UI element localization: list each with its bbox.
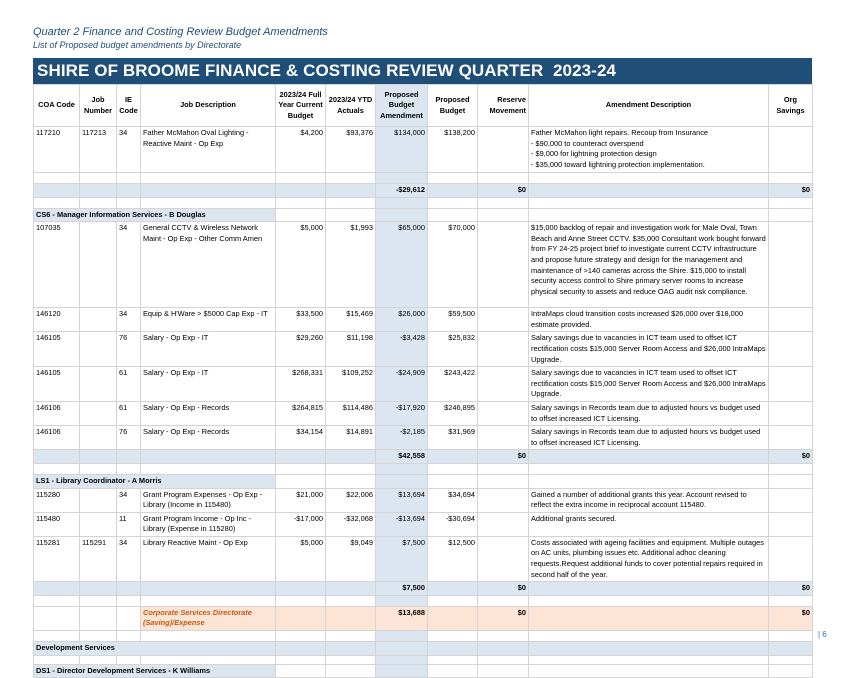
budget-cell: $29,260	[276, 332, 326, 367]
org-cell	[769, 426, 813, 450]
desc-cell: Salary - Op Exp - IT	[141, 367, 276, 402]
ytd-cell: $14,891	[326, 426, 376, 450]
proposed-cell: $31,969	[428, 426, 478, 450]
table-row	[34, 426, 813, 450]
budget-cell: $5,000	[276, 536, 326, 581]
amend-cell: -$13,694	[376, 512, 428, 536]
section-header-row	[34, 664, 813, 678]
ytd-cell: $15,469	[326, 308, 376, 332]
reserve-cell	[478, 308, 529, 332]
desc-cell: Equip & H'Ware > $5000 Cap Exp - IT	[141, 308, 276, 332]
reserve-cell	[478, 512, 529, 536]
budget-cell: $21,000	[276, 488, 326, 512]
ytd-cell: $9,049	[326, 536, 376, 581]
amend-cell: $65,000	[376, 222, 428, 308]
subtotal-row	[34, 184, 813, 198]
spacer-row	[34, 655, 813, 664]
budget-cell: $33,500	[276, 308, 326, 332]
job-cell	[80, 426, 117, 450]
budget-cell: $264,815	[276, 401, 326, 425]
coa-cell: 146106	[34, 401, 80, 425]
section-label: DS1 - Director Development Services - K Williams	[34, 664, 276, 678]
job-cell	[80, 332, 117, 367]
job-cell: 115291	[80, 536, 117, 581]
amend-desc-cell: Father McMahon light repairs. Recoup from Insurance - $90,000 to counteract overspend - $9,000 for lightning protection design - $35,000 toward lightning protection implementation.	[529, 127, 769, 173]
budget-cell: $4,200	[276, 127, 326, 173]
subtotal-reserve: $0	[478, 184, 529, 198]
desc-cell: Salary - Op Exp - Records	[141, 401, 276, 425]
amend-cell: -$17,920	[376, 401, 428, 425]
subtotal-org: $0	[769, 450, 813, 464]
table-row	[34, 308, 813, 332]
ytd-cell: $109,252	[326, 367, 376, 402]
budget-cell: $5,000	[276, 222, 326, 308]
budget-cell: -$17,000	[276, 512, 326, 536]
section-header-row	[34, 208, 813, 222]
col-header-budget: 2023/24 Full Year Current Budget	[276, 85, 326, 127]
directorate-total-row	[34, 606, 813, 630]
col-header-amend: Proposed Budget Amendment	[376, 85, 428, 127]
org-cell	[769, 367, 813, 402]
spacer-row	[34, 631, 813, 642]
reserve-cell	[478, 401, 529, 425]
subtotal-amend: -$29,612	[376, 184, 428, 198]
amend-cell: -$24,909	[376, 367, 428, 402]
page-number: | 6	[818, 630, 827, 639]
reserve-cell	[478, 222, 529, 308]
coa-cell: 107035	[34, 222, 80, 308]
desc-cell: Library Reactive Maint - Op Exp	[141, 536, 276, 581]
proposed-cell: $12,500	[428, 536, 478, 581]
amend-desc-cell: Salary savings in Records team due to adjusted hours vs budget used to offset increased ICT Licensing.	[529, 426, 769, 450]
coa-cell: 115480	[34, 512, 80, 536]
spacer-row	[34, 595, 813, 606]
table-row	[34, 332, 813, 367]
org-cell	[769, 127, 813, 173]
reserve-cell	[478, 332, 529, 367]
proposed-cell: $34,694	[428, 488, 478, 512]
proposed-cell: $70,000	[428, 222, 478, 308]
directorate-total-amend: $13,688	[376, 606, 428, 630]
amend-cell: $26,000	[376, 308, 428, 332]
ytd-cell: $22,006	[326, 488, 376, 512]
job-cell	[80, 488, 117, 512]
amend-cell: $7,500	[376, 536, 428, 581]
coa-cell: 117210	[34, 127, 80, 173]
spacer-row	[34, 173, 813, 184]
table-row	[34, 367, 813, 402]
desc-cell: Grant Program Expenses - Op Exp - Library (Income in 115480)	[141, 488, 276, 512]
subtotal-amend: $42,558	[376, 450, 428, 464]
ie-cell: 76	[117, 426, 141, 450]
reserve-cell	[478, 127, 529, 173]
ytd-cell: $1,993	[326, 222, 376, 308]
subtotal-amend: $7,500	[376, 582, 428, 596]
ytd-cell: $93,376	[326, 127, 376, 173]
ie-cell: 34	[117, 488, 141, 512]
desc-cell: Grant Program Income - Op Inc - Library (Expense in 115280)	[141, 512, 276, 536]
section-header-row	[34, 474, 813, 488]
col-header-ie: IE Code	[117, 85, 141, 127]
ie-cell: 76	[117, 332, 141, 367]
page-heading: Quarter 2 Finance and Costing Review Budget Amendments	[33, 26, 328, 38]
proposed-cell: $243,422	[428, 367, 478, 402]
table-row	[34, 536, 813, 581]
proposed-cell: $246,895	[428, 401, 478, 425]
col-header-org: Org Savings	[769, 85, 813, 127]
job-cell	[80, 401, 117, 425]
amend-desc-cell: Salary savings due to vacancies in ICT team used to offset ICT rectification costs $15,000 Server Room Access and $26,000 IntraMaps Upgrade.	[529, 332, 769, 367]
ie-cell: 34	[117, 127, 141, 173]
org-cell	[769, 332, 813, 367]
section-header-row	[34, 642, 813, 656]
col-header-proposed: Proposed Budget	[428, 85, 478, 127]
proposed-cell: $138,200	[428, 127, 478, 173]
coa-cell: 115280	[34, 488, 80, 512]
reserve-cell	[478, 426, 529, 450]
directorate-total-reserve: $0	[478, 606, 529, 630]
desc-cell: Salary - Op Exp - IT	[141, 332, 276, 367]
reserve-cell	[478, 367, 529, 402]
section-label: CS6 - Manager Information Services - B Douglas	[34, 208, 276, 222]
amend-cell: $134,000	[376, 127, 428, 173]
directorate-total-org: $0	[769, 606, 813, 630]
budget-cell: $34,154	[276, 426, 326, 450]
ie-cell: 61	[117, 367, 141, 402]
amend-desc-cell: Salary savings in Records team due to adjusted hours vs budget used to offset increased ICT Licensing.	[529, 401, 769, 425]
col-header-coa: COA Code	[34, 85, 80, 127]
col-header-reserve: Reserve Movement	[478, 85, 529, 127]
table-row	[34, 488, 813, 512]
org-cell	[769, 401, 813, 425]
desc-cell: Father McMahon Oval Lighting - Reactive Maint - Op Exp	[141, 127, 276, 173]
coa-cell: 146120	[34, 308, 80, 332]
page-subheading: List of Proposed budget amendments by Directorate	[33, 40, 242, 50]
desc-cell: Salary - Op Exp - Records	[141, 426, 276, 450]
coa-cell: 115281	[34, 536, 80, 581]
ie-cell: 34	[117, 222, 141, 308]
amend-desc-cell: IntraMaps cloud transition costs increased $26,000 over $18,000 estimate provided.	[529, 308, 769, 332]
job-cell: 117213	[80, 127, 117, 173]
job-cell	[80, 512, 117, 536]
table-header-row	[34, 85, 813, 127]
org-cell	[769, 512, 813, 536]
proposed-cell: $25,832	[428, 332, 478, 367]
table-row	[34, 401, 813, 425]
amend-desc-cell: Gained a number of additional grants this year. Account revised to reflect the extra income in reciprocal account 115480.	[529, 488, 769, 512]
spacer-row	[34, 197, 813, 208]
coa-cell: 146105	[34, 367, 80, 402]
section-label: Development Services	[34, 642, 276, 656]
ie-cell: 61	[117, 401, 141, 425]
org-cell	[769, 536, 813, 581]
report-banner: SHIRE OF BROOME FINANCE & COSTING REVIEW QUARTER 2023-24	[33, 58, 812, 84]
subtotal-row	[34, 582, 813, 596]
job-cell	[80, 308, 117, 332]
table-row	[34, 512, 813, 536]
table-row	[34, 222, 813, 308]
ytd-cell: -$32,068	[326, 512, 376, 536]
coa-cell: 146106	[34, 426, 80, 450]
org-cell	[769, 488, 813, 512]
col-header-desc: Job Description	[141, 85, 276, 127]
subtotal-reserve: $0	[478, 582, 529, 596]
coa-cell: 146105	[34, 332, 80, 367]
ie-cell: 34	[117, 308, 141, 332]
amend-desc-cell: Salary savings due to vacancies in ICT team used to offset ICT rectification costs $15,000 Server Room Access and $26,000 IntraMaps Upgrade.	[529, 367, 769, 402]
reserve-cell	[478, 488, 529, 512]
job-cell	[80, 222, 117, 308]
subtotal-org: $0	[769, 582, 813, 596]
ytd-cell: $114,486	[326, 401, 376, 425]
ytd-cell: $11,198	[326, 332, 376, 367]
table-row	[34, 127, 813, 173]
job-cell	[80, 367, 117, 402]
directorate-total-label: Corporate Services Directorate (Saving)/Expense	[141, 606, 276, 630]
org-cell	[769, 222, 813, 308]
section-label: LS1 - Library Coordinator - A Morris	[34, 474, 276, 488]
amend-cell: -$3,428	[376, 332, 428, 367]
proposed-cell: -$30,694	[428, 512, 478, 536]
amend-desc-cell: $15,000 backlog of repair and investigation work for Male Oval, Town Beach and Anne Street CCTV. $35,000 Consultant work bought forward from FY 24-25 project brief to investigate current CCTV infrastructure and propose future strategy and design for the management and maintenance of >140 cameras across the Shire. $15,000 to install security access control to Shire primary server rooms to increase physical security to assets and reduce OAG audit risk compliance.	[529, 222, 769, 308]
budget-cell: $268,331	[276, 367, 326, 402]
amend-desc-cell: Additional grants secured.	[529, 512, 769, 536]
budget-amendments-table	[33, 84, 813, 678]
ie-cell: 11	[117, 512, 141, 536]
amend-desc-cell: Costs associated with ageing facilities and equipment. Multiple outages on AC units, plumbing issues etc. Additional adhoc cleaning requests.Request additional funds to cover potential repairs required in second half of the year.	[529, 536, 769, 581]
amend-cell: $13,694	[376, 488, 428, 512]
subtotal-reserve: $0	[478, 450, 529, 464]
subtotal-row	[34, 450, 813, 464]
ie-cell: 34	[117, 536, 141, 581]
col-header-ytd: 2023/24 YTD Actuals	[326, 85, 376, 127]
desc-cell: General CCTV & Wireless Network Maint - Op Exp - Other Comm Amen	[141, 222, 276, 308]
subtotal-org: $0	[769, 184, 813, 198]
col-header-amend-desc: Amendment Description	[529, 85, 769, 127]
amend-cell: -$2,185	[376, 426, 428, 450]
col-header-job: Job Number	[80, 85, 117, 127]
org-cell	[769, 308, 813, 332]
proposed-cell: $59,500	[428, 308, 478, 332]
reserve-cell	[478, 536, 529, 581]
spacer-row	[34, 463, 813, 474]
